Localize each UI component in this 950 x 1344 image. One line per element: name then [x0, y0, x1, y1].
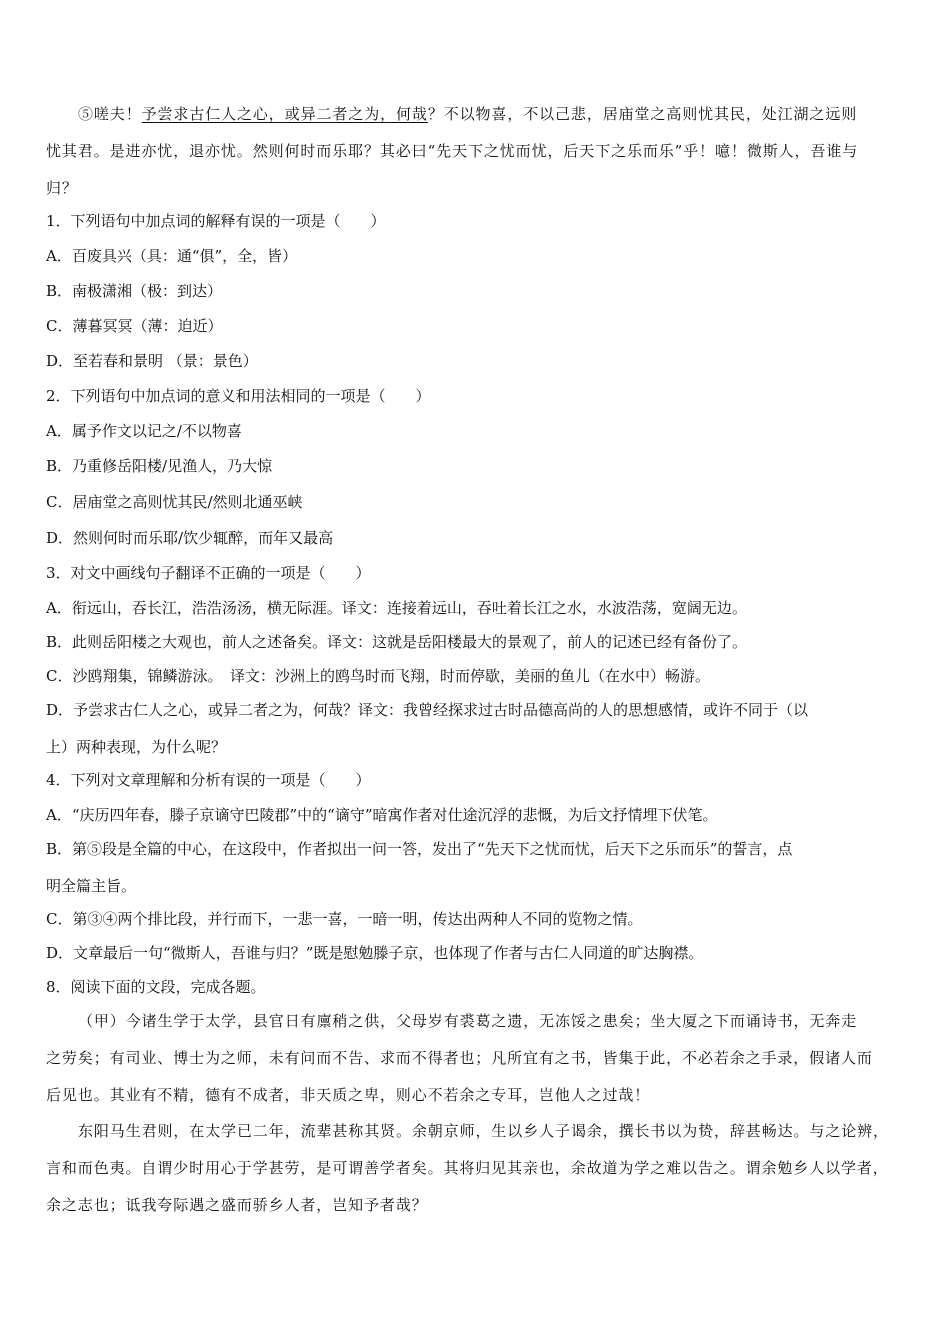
q4-option-d: D．文章最后一句“微斯人，吾谁与归？”既是慰勉滕子京，也体现了作者与古仁人同道的旷达胸襟。: [46, 944, 704, 962]
q2-stem: 2．下列语句中加点词的意义和用法相同的一项是（ ）: [46, 387, 431, 405]
jia-passage-line2: 之劳矣；有司业、博士为之师，未有问而不告、求而不得者也；凡所宜有之书，皆集于此，不必若余之手录，假诸人而: [46, 1049, 873, 1067]
q4-option-c: C．第③④两个排比段，并行而下，一悲一喜，一暗一明，传达出两种人不同的览物之情。: [46, 910, 643, 928]
paragraph5-line1: [78, 103, 857, 124]
q3-option-a: A．衔远山，吞长江，浩浩汤汤，横无际涯。译文：连接着远山，吞吐着长江之水，水波浩荡，宽阔无边。: [46, 599, 747, 617]
q3-option-d-line1: D．予尝求古仁人之心，或异二者之为，何哉？译文：我曾经探求过古时品德高尚的人的思想感情，或许不同于（以: [46, 701, 809, 719]
paragraph5-line2: 忧其君。是进亦忧，退亦忧。然则何时而乐耶？其必曰“先天下之忧而忧，后天下之乐而乐”乎！噫！微斯人，吾谁与: [46, 142, 859, 160]
jia-passage-line1: （甲）今诸生学于太学，县官日有廪稍之供，父母岁有裘葛之遗，无冻馁之患矣；坐大厦之下而诵诗书，无奔走: [78, 1012, 858, 1030]
q1-option-c: C．薄暮冥冥（薄：迫近）: [46, 317, 223, 335]
q2-option-b: B．乃重修岳阳楼/见渔人，乃大惊: [46, 457, 273, 475]
q1-option-a: A．百废具兴（具：通“俱”，全，皆）: [46, 247, 298, 265]
passage2-line3: 余之志也；诋我夸际遇之盛而骄乡人者，岂知予者哉？: [46, 1196, 428, 1214]
q1-option-d: D．至若春和景明 （景：景色）: [46, 352, 258, 370]
q4-option-b-line2: 明全篇主旨。: [46, 877, 137, 895]
jia-passage-line3: 后见也。其业有不精，德有不成者，非天质之卑，则心不若余之专耳，岂他人之过哉！: [46, 1086, 651, 1104]
q4-option-a: A．“庆历四年春，滕子京谪守巴陵郡”中的“谪守”暗寓作者对仕途沉浮的悲慨，为后文抒情埋下伏笔。: [46, 806, 718, 824]
paragraph5-line3: 归？: [46, 179, 78, 197]
q3-stem: 3．对文中画线句子翻译不正确的一项是（ ）: [46, 564, 371, 582]
q3-option-b: B．此则岳阳楼之大观也，前人之述备矣。译文：这就是岳阳楼最大的景观了，前人的记述已经有备份了。: [46, 633, 748, 651]
underlined-sentence: 予尝求古仁人之心，或异二者之为，何哉: [141, 105, 428, 123]
q2-option-c: C．居庙堂之高则忧其民/然则北通巫峡: [46, 493, 303, 511]
q4-option-b-line1: B．第⑤段是全篇的中心，在这段中，作者拟出一问一答，发出了“先天下之忧而忧，后天下之乐而乐”的誓言，点: [46, 840, 793, 858]
paragraph5-prefix: ⑤嗟夫！: [78, 105, 142, 123]
q3-option-d-line2: 上）两种表现，为什么呢？: [46, 738, 227, 756]
q2-option-a: A．属予作文以记之/不以物喜: [46, 422, 242, 440]
q8-stem: 8．阅读下面的文段，完成各题。: [46, 978, 266, 996]
passage2-line1: 东阳马生君则，在太学已二年，流辈甚称其贤。余朝京师，生以乡人子谒余，撰长书以为贽，辞甚畅达。与之论辨，: [78, 1122, 889, 1140]
q1-stem: 1．下列语句中加点词的解释有误的一项是（ ）: [46, 212, 386, 230]
paragraph5-line1-rest: ？不以物喜，不以己悲，居庙堂之高则忧其民，处江湖之远则: [427, 105, 858, 123]
q4-stem: 4．下列对文章理解和分析有误的一项是（ ）: [46, 771, 371, 789]
q1-option-b: B．南极潇湘（极：到达）: [46, 282, 223, 300]
passage2-line2: 言和而色夷。自谓少时用心于学甚劳，是可谓善学者矣。其将归见其亲也，余故道为学之难以告之。谓余勉乡人以学者，: [46, 1159, 889, 1177]
q2-option-d: D．然则何时而乐耶/饮少辄醉，而年又最高: [46, 529, 334, 547]
q3-option-c: C．沙鸥翔集，锦鳞游泳。 译文：沙洲上的鸥鸟时而飞翔，时而停歇，美丽的鱼儿（在水中）畅游。: [46, 667, 710, 685]
